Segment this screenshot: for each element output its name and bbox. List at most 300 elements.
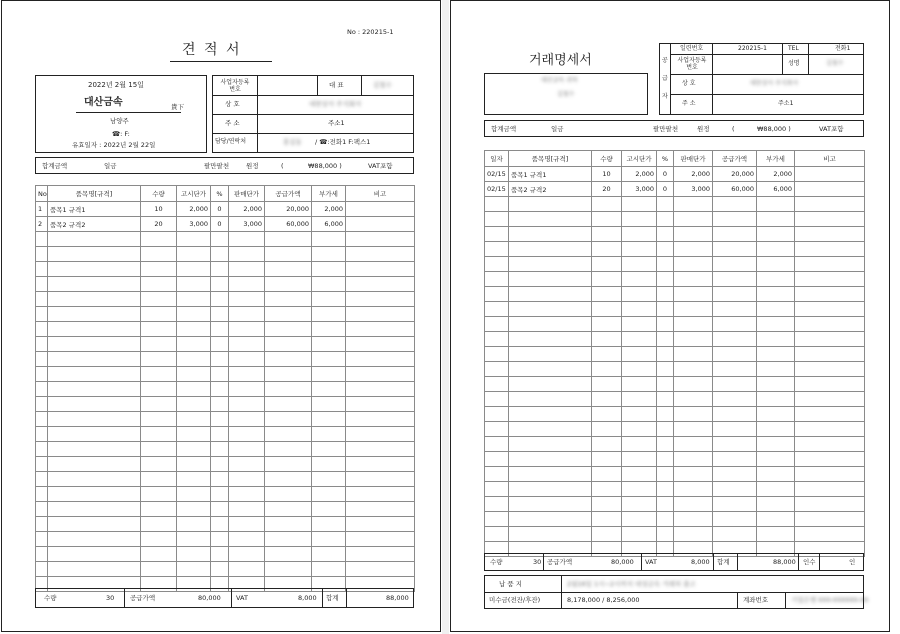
company-value: 대한상사 주식회사 (309, 100, 362, 108)
statement-won: 원정 (697, 125, 710, 133)
empty-cell (592, 272, 622, 287)
empty-cell (757, 407, 795, 422)
statement-delivery-box (484, 575, 869, 609)
table-row: 2 품목2 규격2 20 3,000 0 3,000 60,000 6,000 (36, 217, 415, 232)
empty-cell (36, 412, 48, 427)
empty-cell (509, 257, 592, 272)
empty-cell (674, 362, 713, 377)
empty-cell (211, 397, 229, 412)
empty-cell (211, 352, 229, 367)
empty-cell (713, 197, 757, 212)
empty-cell (795, 452, 865, 467)
empty-cell (592, 407, 622, 422)
empty-cell (657, 347, 674, 362)
serial-label: 일련번호 (680, 45, 704, 52)
total-kor-written: 팔만팔천 (204, 162, 230, 170)
empty-cell (657, 482, 674, 497)
empty-cell (657, 527, 674, 542)
empty-cell (229, 232, 265, 247)
empty-cell (141, 547, 177, 562)
empty-cell (622, 197, 657, 212)
col-sale-price: 판매단가 (674, 151, 713, 167)
empty-cell (757, 302, 795, 317)
empty-cell (211, 277, 229, 292)
empty-cell (485, 257, 509, 272)
col-list-price: 고시단가 (177, 186, 211, 202)
empty-cell (622, 212, 657, 227)
empty-cell (312, 382, 346, 397)
empty-cell (346, 307, 415, 322)
empty-cell (177, 532, 211, 547)
empty-cell (757, 332, 795, 347)
empty-cell (795, 362, 865, 377)
empty-cell (346, 457, 415, 472)
balance-value: 8,178,000 / 8,256,000 (567, 596, 640, 604)
balance-label: 미수금(전잔/후잔) (489, 596, 541, 604)
requester: 남양주 (110, 117, 129, 125)
statement-company-label: 상 호 (682, 80, 696, 87)
contact-name: 홍길동 (283, 138, 302, 146)
empty-cell (312, 352, 346, 367)
empty-cell (485, 197, 509, 212)
recipient-name: 대산금속 (84, 97, 123, 108)
empty-cell (265, 367, 312, 382)
empty-cell (141, 427, 177, 442)
empty-cell (48, 427, 141, 442)
empty-cell (346, 472, 415, 487)
empty-cell (141, 352, 177, 367)
reg-label: 사업자등록 번호 (220, 79, 250, 93)
empty-row (36, 457, 415, 472)
empty-cell (757, 392, 795, 407)
empty-row (485, 212, 865, 227)
empty-cell (346, 382, 415, 397)
empty-cell (48, 247, 141, 262)
empty-cell (674, 452, 713, 467)
empty-cell (48, 232, 141, 247)
empty-cell (312, 397, 346, 412)
empty-cell (674, 392, 713, 407)
empty-cell (795, 242, 865, 257)
empty-cell (713, 362, 757, 377)
total-vat: VAT포함 (368, 162, 393, 170)
empty-cell (141, 337, 177, 352)
empty-cell (312, 517, 346, 532)
empty-cell (346, 487, 415, 502)
empty-cell (509, 512, 592, 527)
empty-cell (265, 532, 312, 547)
empty-cell (622, 317, 657, 332)
empty-cell (229, 502, 265, 517)
empty-cell (622, 467, 657, 482)
empty-cell (312, 502, 346, 517)
empty-cell (674, 347, 713, 362)
empty-cell (674, 227, 713, 242)
empty-cell (713, 272, 757, 287)
empty-row (36, 547, 415, 562)
empty-cell (36, 307, 48, 322)
empty-cell (48, 487, 141, 502)
empty-cell (622, 452, 657, 467)
empty-cell (713, 482, 757, 497)
empty-cell (622, 392, 657, 407)
footer-vat-label: VAT (236, 594, 248, 602)
empty-cell (177, 457, 211, 472)
empty-cell (622, 257, 657, 272)
statement-reg-label: 사업자등록 번호 (677, 57, 707, 71)
empty-cell (48, 367, 141, 382)
empty-cell (509, 527, 592, 542)
footer-qty-label: 수량 (44, 594, 57, 602)
empty-cell (657, 212, 674, 227)
col-item: 품목명[규격] (48, 186, 141, 202)
empty-cell (177, 487, 211, 502)
empty-cell (36, 517, 48, 532)
stm-sum-value: 88,000 (773, 558, 796, 566)
empty-cell (265, 442, 312, 457)
empty-cell (346, 337, 415, 352)
empty-cell (346, 532, 415, 547)
empty-cell (657, 227, 674, 242)
empty-cell (795, 317, 865, 332)
empty-cell (141, 307, 177, 322)
empty-cell (177, 247, 211, 262)
empty-cell (485, 467, 509, 482)
empty-cell (312, 487, 346, 502)
empty-cell (657, 362, 674, 377)
empty-cell (509, 362, 592, 377)
empty-cell (757, 377, 795, 392)
empty-cell (657, 422, 674, 437)
empty-cell (622, 422, 657, 437)
empty-cell (795, 302, 865, 317)
empty-cell (312, 472, 346, 487)
empty-cell (229, 487, 265, 502)
empty-cell (141, 382, 177, 397)
empty-cell (509, 452, 592, 467)
empty-cell (485, 362, 509, 377)
empty-cell (713, 527, 757, 542)
empty-row (36, 502, 415, 517)
empty-cell (757, 467, 795, 482)
empty-cell (312, 337, 346, 352)
footer-sum-value: 88,000 (386, 594, 409, 602)
empty-cell (229, 517, 265, 532)
empty-cell (48, 307, 141, 322)
empty-cell (657, 317, 674, 332)
empty-cell (592, 377, 622, 392)
empty-cell (346, 517, 415, 532)
empty-cell (229, 457, 265, 472)
stm-qty-value: 30 (533, 558, 542, 566)
empty-cell (211, 502, 229, 517)
empty-cell (674, 197, 713, 212)
empty-cell (229, 352, 265, 367)
empty-cell (48, 502, 141, 517)
empty-cell (757, 452, 795, 467)
empty-cell (141, 292, 177, 307)
empty-row (485, 497, 865, 512)
empty-cell (265, 262, 312, 277)
empty-cell (622, 302, 657, 317)
statement-paren: ( (732, 125, 735, 133)
total-label: 합계금액 (42, 162, 68, 170)
empty-cell (622, 512, 657, 527)
empty-cell (795, 257, 865, 272)
empty-cell (346, 262, 415, 277)
empty-cell (592, 227, 622, 242)
empty-cell (229, 547, 265, 562)
statement-sheet (450, 0, 890, 632)
empty-row (485, 422, 865, 437)
tel-value: 전화1 (835, 45, 851, 52)
empty-cell (713, 467, 757, 482)
empty-cell (509, 227, 592, 242)
empty-row (36, 262, 415, 277)
stm-supply-value: 80,000 (611, 558, 634, 566)
statement-address-label: 주 소 (682, 100, 696, 107)
empty-cell (177, 397, 211, 412)
empty-cell (757, 422, 795, 437)
valid-until: 유효일자 : 2022년 2월 22일 (72, 141, 156, 149)
stm-sum-label: 합계 (717, 558, 730, 566)
estimate-sheet (1, 0, 441, 632)
empty-cell (141, 277, 177, 292)
footer-qty-value: 30 (106, 594, 115, 602)
empty-cell (211, 517, 229, 532)
empty-cell (36, 472, 48, 487)
empty-row (485, 527, 865, 542)
empty-cell (177, 322, 211, 337)
empty-cell (757, 242, 795, 257)
empty-cell (592, 212, 622, 227)
empty-cell (657, 512, 674, 527)
rep-value: 김철수 (373, 81, 392, 89)
empty-cell (141, 232, 177, 247)
empty-cell (674, 317, 713, 332)
empty-row (36, 397, 415, 412)
empty-cell (211, 322, 229, 337)
empty-cell (48, 262, 141, 277)
empty-row (485, 467, 865, 482)
empty-cell (485, 452, 509, 467)
page-title: 견 적 서 (182, 42, 242, 58)
empty-cell (485, 527, 509, 542)
empty-cell (657, 377, 674, 392)
empty-cell (592, 392, 622, 407)
empty-cell (592, 242, 622, 257)
empty-cell (229, 412, 265, 427)
empty-cell (795, 497, 865, 512)
empty-cell (674, 212, 713, 227)
client-name: 김철수 (557, 91, 575, 98)
empty-cell (485, 302, 509, 317)
empty-row (36, 487, 415, 502)
empty-cell (265, 247, 312, 262)
empty-cell (346, 412, 415, 427)
empty-cell (592, 257, 622, 272)
empty-cell (177, 517, 211, 532)
empty-row (36, 352, 415, 367)
empty-cell (509, 392, 592, 407)
empty-row (485, 362, 865, 377)
empty-cell (265, 292, 312, 307)
table-row: 02/15 품목2 규격2 20 3,000 0 3,000 60,000 6,000 (485, 182, 865, 197)
empty-cell (312, 427, 346, 442)
empty-cell (36, 382, 48, 397)
empty-cell (509, 482, 592, 497)
empty-cell (674, 512, 713, 527)
col-vat: 부가세 (757, 151, 795, 167)
recipient-underline (76, 112, 181, 113)
tel-label: TEL (788, 45, 799, 52)
empty-cell (674, 482, 713, 497)
col-vat: 부가세 (312, 186, 346, 202)
empty-cell (265, 472, 312, 487)
supplier-box (212, 75, 414, 153)
empty-cell (713, 332, 757, 347)
empty-cell (592, 422, 622, 437)
empty-cell (177, 262, 211, 277)
empty-cell (592, 437, 622, 452)
empty-cell (229, 397, 265, 412)
empty-cell (795, 227, 865, 242)
empty-cell (177, 277, 211, 292)
col-percent: % (211, 186, 229, 202)
empty-cell (757, 497, 795, 512)
empty-cell (48, 337, 141, 352)
empty-cell (229, 442, 265, 457)
empty-cell (141, 322, 177, 337)
empty-cell (229, 277, 265, 292)
empty-row (485, 302, 865, 317)
empty-cell (211, 232, 229, 247)
empty-cell (346, 247, 415, 262)
empty-cell (795, 347, 865, 362)
empty-cell (141, 262, 177, 277)
empty-cell (757, 272, 795, 287)
col-item: 품목명[규격] (509, 151, 592, 167)
empty-cell (713, 227, 757, 242)
empty-cell (177, 472, 211, 487)
empty-cell (211, 427, 229, 442)
empty-cell (657, 197, 674, 212)
empty-cell (36, 427, 48, 442)
statement-items-table (484, 150, 865, 557)
empty-row (485, 242, 865, 257)
empty-cell (265, 277, 312, 292)
empty-cell (795, 407, 865, 422)
statement-kor-amount: 일금 (551, 125, 564, 133)
empty-row (36, 337, 415, 352)
empty-cell (177, 232, 211, 247)
empty-cell (757, 437, 795, 452)
empty-cell (795, 437, 865, 452)
col-sale-price: 판매단가 (229, 186, 265, 202)
empty-cell (674, 467, 713, 482)
stm-qty-label: 수량 (490, 558, 503, 566)
empty-cell (657, 437, 674, 452)
empty-cell (229, 382, 265, 397)
empty-cell (36, 337, 48, 352)
empty-cell (622, 272, 657, 287)
empty-row (36, 292, 415, 307)
footer-supply-label: 공급가액 (130, 594, 156, 602)
empty-cell (485, 227, 509, 242)
empty-cell (713, 497, 757, 512)
empty-row (36, 517, 415, 532)
empty-cell (36, 247, 48, 262)
empty-cell (657, 302, 674, 317)
empty-cell (141, 412, 177, 427)
statement-vat: VAT포함 (819, 125, 844, 133)
empty-cell (622, 347, 657, 362)
empty-cell (48, 382, 141, 397)
empty-row (485, 407, 865, 422)
empty-cell (757, 527, 795, 542)
statement-address-value: 주소1 (778, 100, 794, 107)
empty-cell (713, 257, 757, 272)
delivery-label: 납 품 지 (499, 580, 522, 588)
rep-label: 대 표 (329, 81, 344, 89)
empty-row (36, 247, 415, 262)
title-underline (170, 61, 272, 62)
empty-cell (713, 347, 757, 362)
empty-cell (713, 287, 757, 302)
empty-cell (312, 292, 346, 307)
empty-cell (757, 482, 795, 497)
empty-cell (622, 242, 657, 257)
empty-cell (48, 442, 141, 457)
statement-footer (484, 553, 864, 571)
empty-cell (177, 427, 211, 442)
empty-cell (312, 442, 346, 457)
empty-cell (312, 457, 346, 472)
empty-cell (265, 397, 312, 412)
empty-cell (757, 287, 795, 302)
table-row: 1 품목1 규격1 10 2,000 0 2,000 20,000 2,000 (36, 202, 415, 217)
empty-cell (265, 457, 312, 472)
empty-cell (211, 262, 229, 277)
account-value: 기업은행 000-000000-00 (791, 596, 869, 604)
empty-cell (141, 532, 177, 547)
empty-cell (509, 287, 592, 302)
empty-cell (592, 452, 622, 467)
empty-cell (48, 397, 141, 412)
empty-cell (48, 457, 141, 472)
address-value: 주소1 (328, 119, 345, 127)
footer-sum-label: 합계 (326, 594, 339, 602)
empty-cell (713, 422, 757, 437)
empty-cell (229, 307, 265, 322)
empty-row (485, 377, 865, 392)
empty-cell (622, 362, 657, 377)
empty-cell (509, 332, 592, 347)
col-supply: 공급가액 (265, 186, 312, 202)
empty-cell (229, 367, 265, 382)
empty-cell (657, 452, 674, 467)
empty-cell (622, 227, 657, 242)
empty-cell (48, 292, 141, 307)
empty-cell (177, 337, 211, 352)
empty-cell (674, 437, 713, 452)
empty-cell (312, 262, 346, 277)
empty-cell (657, 287, 674, 302)
empty-cell (795, 377, 865, 392)
empty-cell (141, 457, 177, 472)
total-won: 원정 (246, 162, 259, 170)
empty-cell (485, 422, 509, 437)
